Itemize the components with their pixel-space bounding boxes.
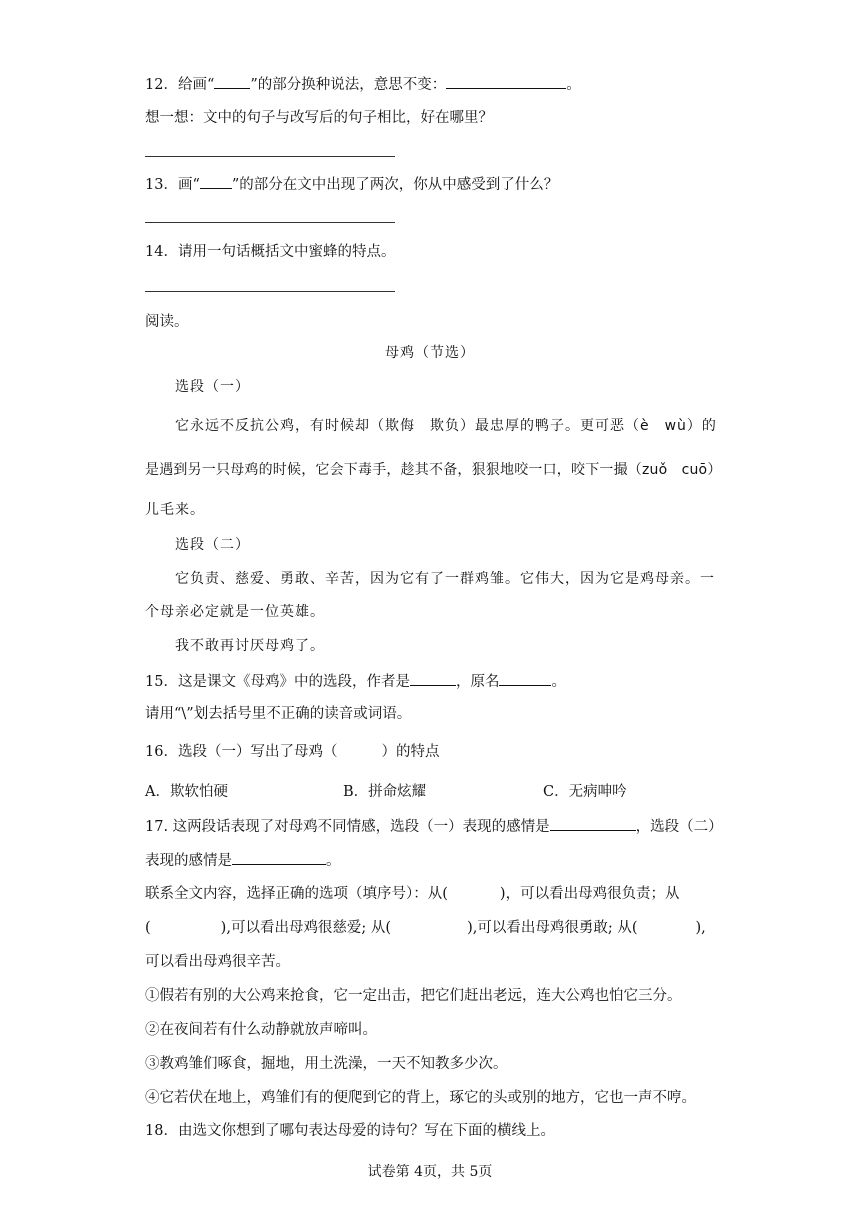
- question-16-text-a: 16．选段（一）写出了母鸡（: [145, 744, 338, 760]
- option-c[interactable]: C．无病呻吟: [543, 784, 627, 800]
- question-12: [145, 74, 581, 95]
- reading-label: 阅读。: [145, 314, 189, 330]
- underline-marker: [200, 174, 232, 189]
- question-17-text-f: )，可以看出母鸡很负责；从: [499, 886, 680, 902]
- question-15-instruction: 请用“\”划去括号里不正确的读音或词语。: [145, 706, 412, 722]
- question-14: 14．请用一句话概括文中蜜蜂的特点。: [145, 244, 396, 260]
- selection-1-line-2: 是遇到另一只母鸡的时候，它会下毒手，趁其不备，狠狠地咬一口，咬下一撮（zuǒ cuō）: [145, 462, 722, 478]
- passage-title: 母鸡（节选）: [385, 345, 475, 361]
- question-12-text-b: ”的部分换种说法，意思不变：: [250, 77, 447, 93]
- question-17-text-g: (: [145, 920, 151, 936]
- question-17-line-3: [145, 884, 680, 904]
- question-17-line-5: 可以看出母鸡很辛苦。: [145, 954, 290, 970]
- question-18: 18．由选文你想到了哪句表达母爱的诗句？写在下面的横线上。: [145, 1123, 555, 1139]
- answer-line[interactable]: [145, 291, 395, 292]
- choice-item: ①假若有别的大公鸡来抢食，它一定出击，把它们赶出老远，连大公鸡也怕它三分。: [145, 988, 682, 1004]
- selection-2-label: 选段（二）: [175, 537, 250, 553]
- question-12-followup: 想一想：文中的句子与改写后的句子相比，好在哪里？: [145, 110, 493, 126]
- question-17: [145, 816, 723, 837]
- question-12-text-a: 12．给画“: [145, 77, 215, 93]
- selection-2-line-1: 它负责、慈爱、勇敢、辛苦，因为它有了一群鸡雏。它伟大，因为它是鸡母亲。一: [175, 571, 715, 587]
- selection-2-line-2: 个母亲必定就是一位英雄。: [145, 604, 325, 620]
- answer-blank[interactable]: [232, 850, 326, 865]
- choice-item: ③教鸡雏们啄食，掘地，用土洗澡，一天不知教多少次。: [145, 1056, 508, 1072]
- question-17-text-a: 17. 这两段话表现了对母鸡不同情感，选段（一）表现的感情是: [145, 819, 550, 835]
- answer-blank[interactable]: [550, 816, 636, 831]
- question-12-text-c: 。: [566, 77, 581, 93]
- question-13-text-a: 13．画“: [145, 177, 200, 193]
- answer-line[interactable]: [145, 222, 395, 223]
- question-17-text-c: 表现的感情是: [145, 853, 232, 869]
- question-17-line-4: [145, 918, 706, 938]
- selection-1-label: 选段（一）: [175, 379, 250, 395]
- option-a[interactable]: A．欺软怕硬: [145, 784, 228, 800]
- answer-line[interactable]: [145, 156, 395, 157]
- option-b[interactable]: B．拼命炫耀: [343, 784, 427, 800]
- selection-1-line-3: 儿毛来。: [145, 502, 205, 518]
- question-17-text-i: ),可以看出母鸡很勇敢; 从(: [467, 920, 638, 936]
- question-13: [145, 174, 558, 195]
- question-17-text-b: ，选段（二）: [635, 819, 723, 835]
- question-16-options: [145, 782, 627, 802]
- choice-item: ④它若伏在地上，鸡雏们有的便爬到它的背上，琢它的头或别的地方，它也一声不哼。: [145, 1090, 696, 1106]
- question-17-text-e: 联系全文内容，选择正确的选项（填序号）：从(: [145, 886, 448, 902]
- question-17-text-h: ),可以看出母鸡很慈爱; 从(: [220, 920, 392, 936]
- question-15: [145, 671, 566, 692]
- underline-marker: [214, 74, 250, 89]
- question-15-text-c: 。: [551, 674, 566, 690]
- page-footer: 试卷第 4页，共 5页: [367, 1164, 493, 1180]
- answer-blank[interactable]: [446, 74, 566, 89]
- answer-blank[interactable]: [499, 671, 551, 686]
- question-16: [145, 742, 439, 762]
- answer-blank[interactable]: [410, 671, 456, 686]
- question-17-text-d: 。: [326, 853, 341, 869]
- question-13-text-b: ”的部分在文中出现了两次，你从中感受到了什么？: [231, 177, 559, 193]
- question-17-line-2: [145, 850, 341, 871]
- question-16-text-b: ）的特点: [381, 744, 440, 760]
- question-15-text-b: ，原名: [455, 674, 500, 690]
- question-15-text-a: 15．这是课文《母鸡》中的选段，作者是: [145, 674, 410, 690]
- question-17-text-j: ),: [695, 920, 706, 936]
- choice-item: ②在夜间若有什么动静就放声啼叫。: [145, 1022, 377, 1038]
- selection-1-line-1: 它永远不反抗公鸡，有时候却（欺侮 欺负）最忠厚的鸭子。更可恶（è wù）的: [175, 418, 717, 434]
- selection-2-line-3: 我不敢再讨厌母鸡了。: [175, 638, 325, 654]
